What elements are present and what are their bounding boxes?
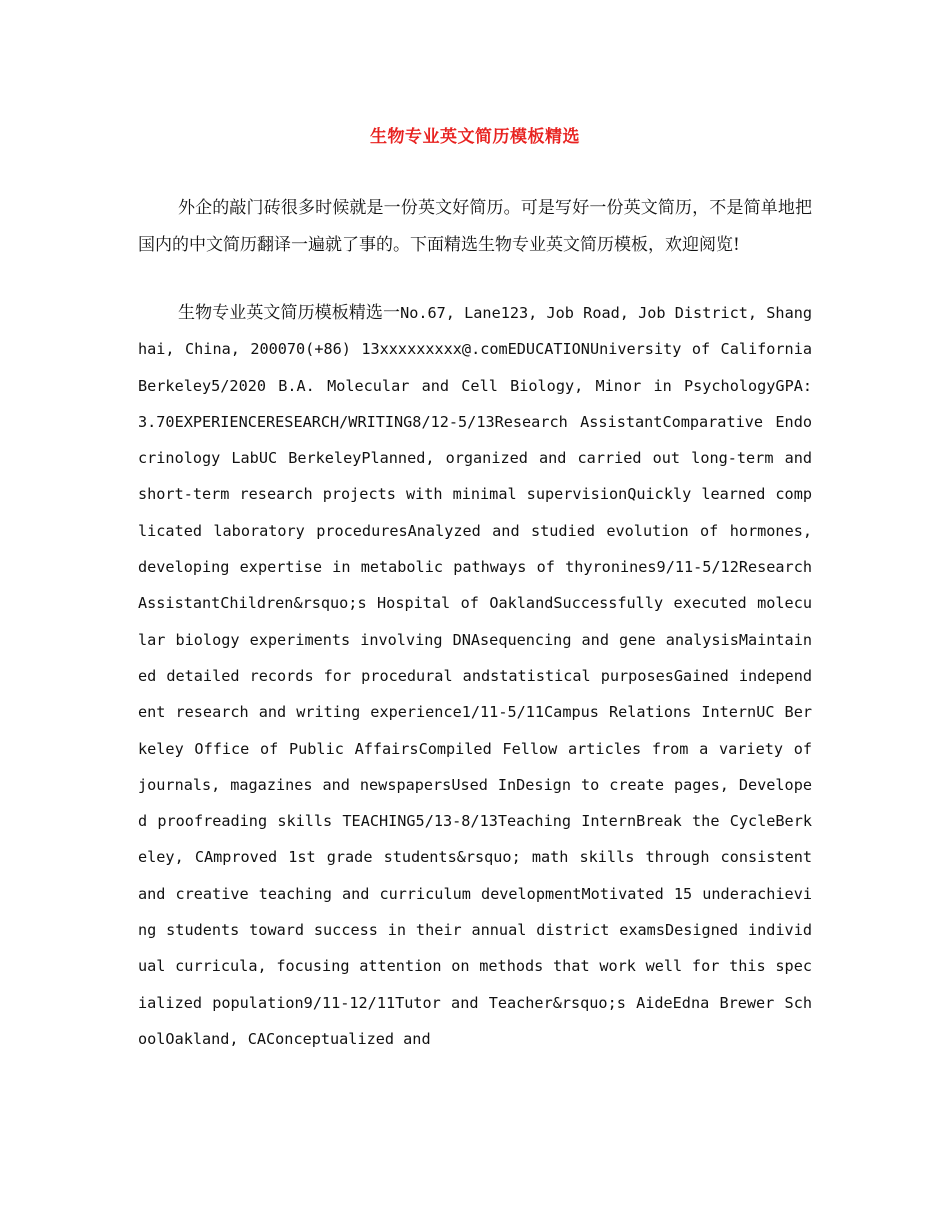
- document-title: 生物专业英文简历模板精选: [370, 127, 580, 147]
- resume-paragraph: [138, 295, 812, 1057]
- resume-body-text: No.67, Lane123, Job Road, Job District, Shanghai, China, 200070(+86) 13xxxxxxxxx@.comEDUCATIONUniversity of CaliforniaBerkeley5/2020 B.A. Molecular and Cell Biology, Minor in PsychologyGPA: 3.70EXPERIENCERESEARCH/WRITING8/12-5/13Research AssistantComparative Endocrinology LabUC BerkeleyPlanned, organized and carried out long-term and short-term research projects with minimal supervisionQuickly learned complicated laboratory proceduresAnalyzed and studied evolution of hormones, developing expertise in metabolic pathways of thyronines9/11-5/12Research AssistantChildren&rsquo;s Hospital of OaklandSuccessfully executed molecular biology experiments involving DNAsequencing and gene analysisMaintained detailed records for procedural andstatistical purposesGained independent research and writing experience1/11-5/11Campus Relations InternUC Berkeley Office of Public AffairsCompiled Fellow articles from a variety of journals, magazines and newspapersUsed InDesign to create pages, Developed proofreading skills TEACHING5/13-8/13Teaching InternBreak the CycleBerkeley, CAmproved 1st grade students&rsquo; math skills through consistent and creative teaching and curriculum developmentMotivated 15 underachieving students toward success in their annual district examsDesigned individual curricula, focusing attention on methods that work well for this specialized population9/11-12/11Tutor and Teacher&rsquo;s AideEdna Brewer SchoolOakland, CAConceptualized and: [138, 304, 813, 1048]
- intro-paragraph: 外企的敲门砖很多时候就是一份英文好简历。可是写好一份英文简历，不是简单地把国内的中文简历翻译一遍就了事的。下面精选生物专业英文简历模板，欢迎阅览!: [138, 198, 812, 255]
- section-lead: 生物专业英文简历模板精选一: [178, 303, 401, 323]
